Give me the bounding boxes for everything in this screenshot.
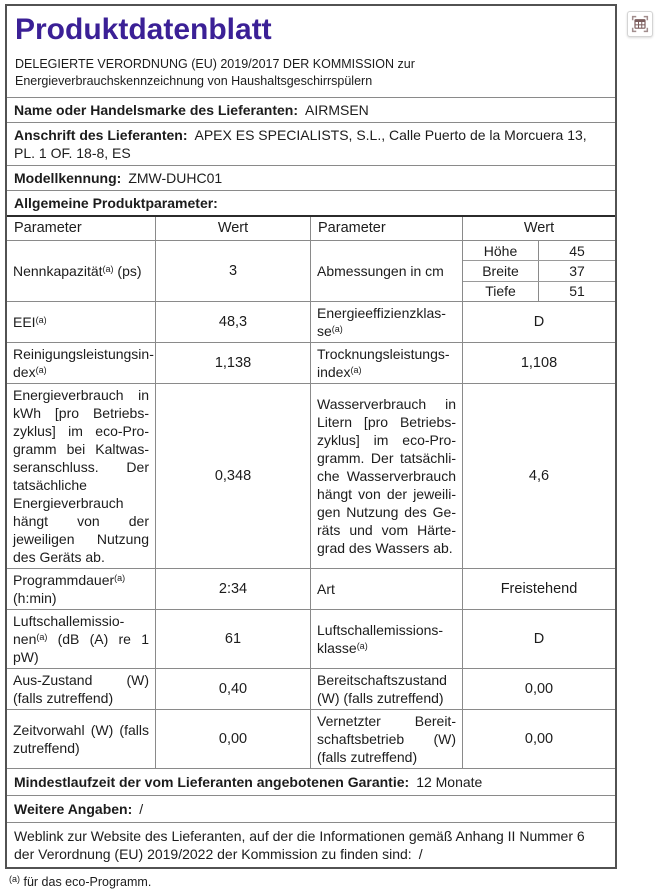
- dimension-row: [463, 281, 615, 301]
- dimension-name: Breite: [482, 262, 519, 279]
- dimensions-subtable: [462, 241, 615, 301]
- value-cell: 0,00: [462, 710, 615, 768]
- param-label: Abmessungen in cm: [317, 263, 444, 279]
- datasheet-document: [5, 4, 617, 869]
- column-header: Parameter: [14, 220, 82, 236]
- param-label: Energieeffizienzklasse: [317, 305, 446, 339]
- param-cell: [7, 343, 155, 383]
- table-row: [7, 240, 615, 301]
- table-row: [7, 568, 615, 609]
- weblink-text: Weblink zur Website des Lieferanten, auf der die Informationen gemäß Anhang II Nummer 6 der Verordnung (EU) 2019/2022 der Kommission zu finden sind:: [14, 828, 585, 862]
- footnote-marker: (a): [36, 632, 48, 642]
- value-cell: 61: [155, 610, 310, 668]
- param-label: Trocknungsleistungsindex: [317, 346, 450, 380]
- supplier-name-row: [7, 97, 615, 122]
- param-cell: [7, 669, 155, 709]
- value-cell: 0,00: [155, 710, 310, 768]
- dimension-value: 51: [538, 282, 615, 301]
- param-label: Luftschallemissionsklasse: [317, 622, 444, 656]
- param-cell: [7, 710, 155, 768]
- param-cell: [310, 710, 462, 768]
- param-label: Art: [317, 581, 335, 597]
- param-label: Luftschallemissionen: [13, 613, 125, 647]
- parameters-table: [7, 215, 615, 768]
- table-row: [7, 383, 615, 568]
- footnote-marker: (a): [35, 365, 47, 375]
- param-cell: [7, 569, 155, 609]
- footnote-marker: (a): [331, 324, 343, 334]
- supplier-address-label: Anschrift des Lieferanten:: [14, 127, 188, 143]
- param-label: Bereitschaftszustand (W) (falls zutreffend): [317, 672, 447, 706]
- value-cell: 4,6: [462, 384, 615, 568]
- dimension-row: [463, 241, 615, 260]
- value-cell: 0,40: [155, 669, 310, 709]
- param-label: Vernetzter Bereitschaftsbetrieb (W) (falls zutreffend): [317, 713, 456, 765]
- value-cell: 1,138: [155, 343, 310, 383]
- param-cell: [7, 610, 155, 668]
- param-suffix: (ps): [113, 263, 142, 279]
- model-label: Modellkennung:: [14, 170, 122, 186]
- weblink-value: /: [418, 846, 423, 862]
- weblink-row: [7, 822, 615, 867]
- param-label: Energieverbrauch in kWh [pro Betriebszyklus] im eco-Programm bei Kaltwasseranschluss. Der tatsächliche Energieverbrauch hängt von der jeweiligen Nutzung des Geräts ab.: [13, 387, 149, 565]
- section-title: Allgemeine Produktparameter:: [14, 195, 218, 211]
- param-cell: [7, 384, 155, 568]
- footnote-marker: (a): [114, 573, 126, 583]
- dimension-name: Tiefe: [485, 283, 516, 300]
- value-cell: D: [462, 302, 615, 342]
- supplier-name-label: Name oder Handelsmarke des Lieferanten:: [14, 102, 298, 118]
- dimension-row: [463, 260, 615, 280]
- param-cell: [310, 610, 462, 668]
- table-row: [7, 668, 615, 709]
- param-label: EEI: [13, 314, 36, 330]
- section-title-row: [7, 190, 615, 215]
- supplier-address-value: APEX ES SPECIALISTS, S.L., Calle Puerto de la Morcuera 13, PL. 1 OF. 18-8, ES: [14, 127, 587, 161]
- footnote-marker: (a): [102, 264, 114, 274]
- table-row: [7, 342, 615, 383]
- param-label: Reinigungsleistungsindex: [13, 346, 154, 380]
- value-cell: Freistehend: [462, 569, 615, 609]
- value-cell: 0,348: [155, 384, 310, 568]
- param-label: Programmdauer: [13, 572, 115, 588]
- value-cell: 1,108: [462, 343, 615, 383]
- model-value: ZMW-DUHC01: [128, 170, 223, 186]
- table-scan-icon: [630, 14, 650, 34]
- regulation-subtitle: DELEGIERTE VERORDNUNG (EU) 2019/2017 DER KOMMISSION zur Energieverbrauchskennzeichnung von Haushaltsgeschirrspülern: [15, 57, 415, 88]
- param-cell: [310, 302, 462, 342]
- column-header: Wert: [462, 217, 615, 240]
- warranty-value: 12 Monate: [416, 774, 483, 790]
- footnote: [9, 875, 660, 889]
- param-suffix: (dB (A) re 1 pW): [13, 631, 149, 665]
- dimension-name: Höhe: [483, 242, 518, 259]
- additional-info-value: /: [139, 801, 144, 817]
- param-cell: [310, 669, 462, 709]
- param-suffix: (h:min): [13, 590, 57, 606]
- footnote-marker: (a): [9, 874, 20, 884]
- document-header: [7, 6, 615, 97]
- param-cell: [310, 384, 462, 568]
- param-label: Nennkapazität: [13, 263, 103, 279]
- column-header: Wert: [155, 217, 310, 240]
- param-cell: [7, 241, 155, 301]
- footnote-marker: (a): [350, 365, 362, 375]
- dimension-value: 45: [538, 241, 615, 260]
- param-cell: [7, 302, 155, 342]
- warranty-label: Mindestlaufzeit der vom Lieferanten angebotenen Garantie:: [14, 774, 410, 790]
- column-header: Parameter: [310, 217, 462, 240]
- value-cell: 0,00: [462, 669, 615, 709]
- page-title: Produktdatenblatt: [15, 13, 272, 46]
- table-capture-button[interactable]: [627, 11, 653, 37]
- footnote-marker: (a): [356, 641, 368, 651]
- footnote-marker: (a): [35, 315, 47, 325]
- value-cell: D: [462, 610, 615, 668]
- param-label: Aus-Zustand (W) (falls zutreffend): [13, 672, 149, 706]
- table-row: [7, 301, 615, 342]
- param-cell: [310, 241, 462, 301]
- value-cell: 2:34: [155, 569, 310, 609]
- param-cell: [310, 569, 462, 609]
- param-label: Zeitvorwahl (W) (falls zutreffend): [13, 722, 149, 756]
- table-header-row: [7, 215, 615, 240]
- footnote-text: für das eco-Programm.: [23, 875, 152, 889]
- param-cell: [310, 343, 462, 383]
- model-row: [7, 165, 615, 190]
- param-label: Wasserverbrauch in Litern [pro Betriebszyklus] im eco-Programm. Der tatsächliche Wasserverbrauch hängt von der jeweiligen Nutzung des Geräts und vom Härtegrad des Wassers ab.: [317, 396, 456, 556]
- dimension-value: 37: [538, 261, 615, 280]
- supplier-address-row: [7, 122, 615, 165]
- table-row: [7, 709, 615, 768]
- additional-info-label: Weitere Angaben:: [14, 801, 133, 817]
- supplier-name-value: AIRMSEN: [305, 102, 369, 118]
- table-row: [7, 609, 615, 668]
- warranty-row: [7, 768, 615, 795]
- additional-info-row: [7, 795, 615, 822]
- value-cell: 48,3: [155, 302, 310, 342]
- value-cell: 3: [155, 241, 310, 301]
